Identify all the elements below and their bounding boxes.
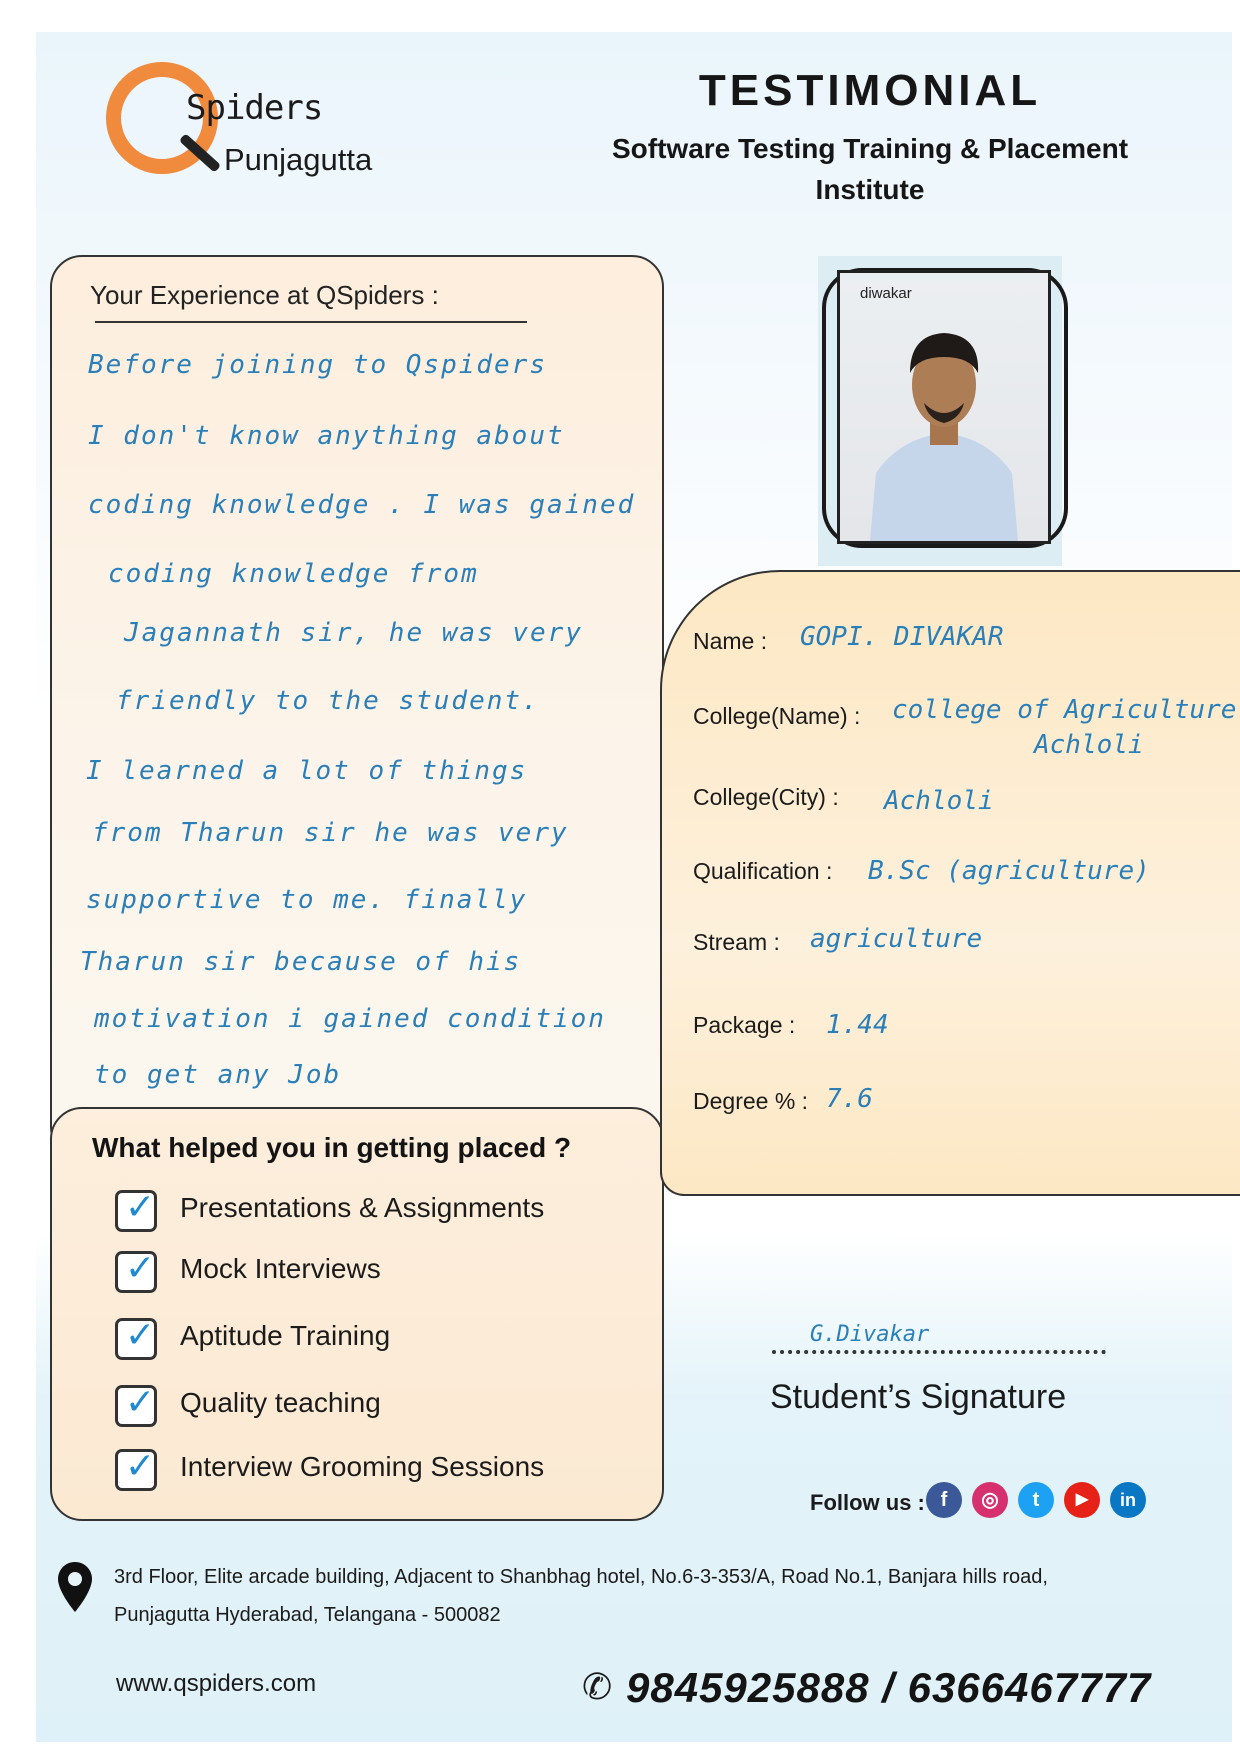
subtitle-line-1: Software Testing Training & Placement	[611, 133, 1129, 164]
checkbox[interactable]	[115, 1187, 157, 1232]
experience-line: to get any Job	[94, 1060, 342, 1090]
package-value: 1.44	[826, 1010, 889, 1040]
signature-label: Student’s Signature	[770, 1378, 1067, 1416]
college-name-value-line2: Achloli	[1034, 730, 1144, 760]
helped-item-label: Aptitude Training	[180, 1320, 391, 1351]
check-icon: ✓	[125, 1248, 156, 1289]
college-name-label: College(Name) :	[693, 703, 861, 729]
photo-caption: diwakar	[860, 285, 912, 302]
experience-line: Tharun sir because of his	[80, 947, 522, 977]
youtube-icon[interactable]: ▶	[1064, 1482, 1100, 1518]
name-value: GOPI. DIVAKAR	[800, 622, 1004, 652]
qspiders-logo	[106, 60, 426, 190]
package-label: Package :	[693, 1012, 796, 1038]
linkedin-icon[interactable]: in	[1110, 1482, 1146, 1518]
instagram-icon[interactable]: ◎	[972, 1482, 1008, 1518]
checkbox[interactable]	[115, 1248, 157, 1293]
college-city-value: Achloli	[884, 786, 994, 816]
subtitle-line-2: Institute	[815, 174, 925, 205]
experience-line: Before joining to Qspiders	[88, 350, 547, 380]
student-photo	[837, 270, 1051, 544]
experience-line: Jagannath sir, he was very	[124, 618, 583, 648]
page-subtitle	[560, 128, 1180, 210]
phone-icon: ✆	[582, 1666, 613, 1707]
qualification-label: Qualification :	[693, 858, 833, 884]
phone-numbers: 9845925888 / 6366467777	[626, 1664, 1152, 1711]
experience-line: I don't know anything about	[88, 421, 565, 451]
stream-label: Stream :	[693, 929, 780, 955]
facebook-icon[interactable]: f	[926, 1482, 962, 1518]
twitter-icon[interactable]: t	[1018, 1482, 1054, 1518]
check-icon: ✓	[125, 1187, 156, 1228]
degree-value: 7.6	[826, 1084, 873, 1114]
experience-heading-underline	[95, 321, 527, 323]
experience-heading: Your Experience at QSpiders :	[90, 280, 439, 310]
location-pin-icon	[56, 1560, 94, 1614]
checkbox[interactable]	[115, 1446, 157, 1491]
helped-item-label: Interview Grooming Sessions	[180, 1451, 545, 1482]
stream-value: agriculture	[810, 924, 983, 954]
student-portrait-icon	[840, 273, 1048, 541]
page-title: TESTIMONIAL	[698, 66, 1042, 115]
helped-title: What helped you in getting placed ?	[92, 1132, 572, 1163]
signature-line	[772, 1350, 1106, 1354]
name-label: Name :	[693, 628, 768, 654]
logo-branch-text: Punjagutta	[224, 142, 373, 177]
helped-item-label: Quality teaching	[180, 1387, 381, 1418]
helped-item-label: Presentations & Assignments	[180, 1192, 545, 1223]
college-city-label: College(City) :	[693, 784, 839, 810]
college-name-value: college of Agriculture	[892, 695, 1237, 725]
follow-us-label: Follow us :	[810, 1490, 925, 1515]
check-icon: ✓	[125, 1315, 156, 1356]
experience-line: coding knowledge from	[108, 559, 479, 589]
logo-brand-text: Spiders	[186, 88, 323, 128]
experience-line: supportive to me. finally	[86, 885, 528, 915]
checkbox[interactable]	[115, 1382, 157, 1427]
experience-line: I learned a lot of things	[86, 756, 528, 786]
helped-item-label: Mock Interviews	[180, 1253, 381, 1284]
address-line-1: 3rd Floor, Elite arcade building, Adjacent to Shanbhag hotel, No.6-3-353/A, Road No.1, Banjara hills road,	[114, 1566, 1048, 1588]
address-line-2: Punjagutta Hyderabad, Telangana - 500082	[114, 1604, 501, 1626]
experience-line: friendly to the student.	[116, 686, 540, 716]
address	[114, 1558, 1048, 1634]
website-link[interactable]: www.qspiders.com	[116, 1670, 317, 1697]
check-icon: ✓	[125, 1382, 156, 1423]
checkbox[interactable]	[115, 1315, 157, 1360]
signature-handwritten: G.Divakar	[810, 1322, 930, 1347]
qualification-value: B.Sc (agriculture)	[868, 856, 1150, 886]
degree-label: Degree % :	[693, 1088, 809, 1114]
check-icon: ✓	[125, 1446, 156, 1487]
experience-line: coding knowledge . I was gained	[88, 490, 636, 520]
experience-line: from Tharun sir he was very	[92, 818, 569, 848]
experience-line: motivation i gained condition	[94, 1004, 606, 1034]
